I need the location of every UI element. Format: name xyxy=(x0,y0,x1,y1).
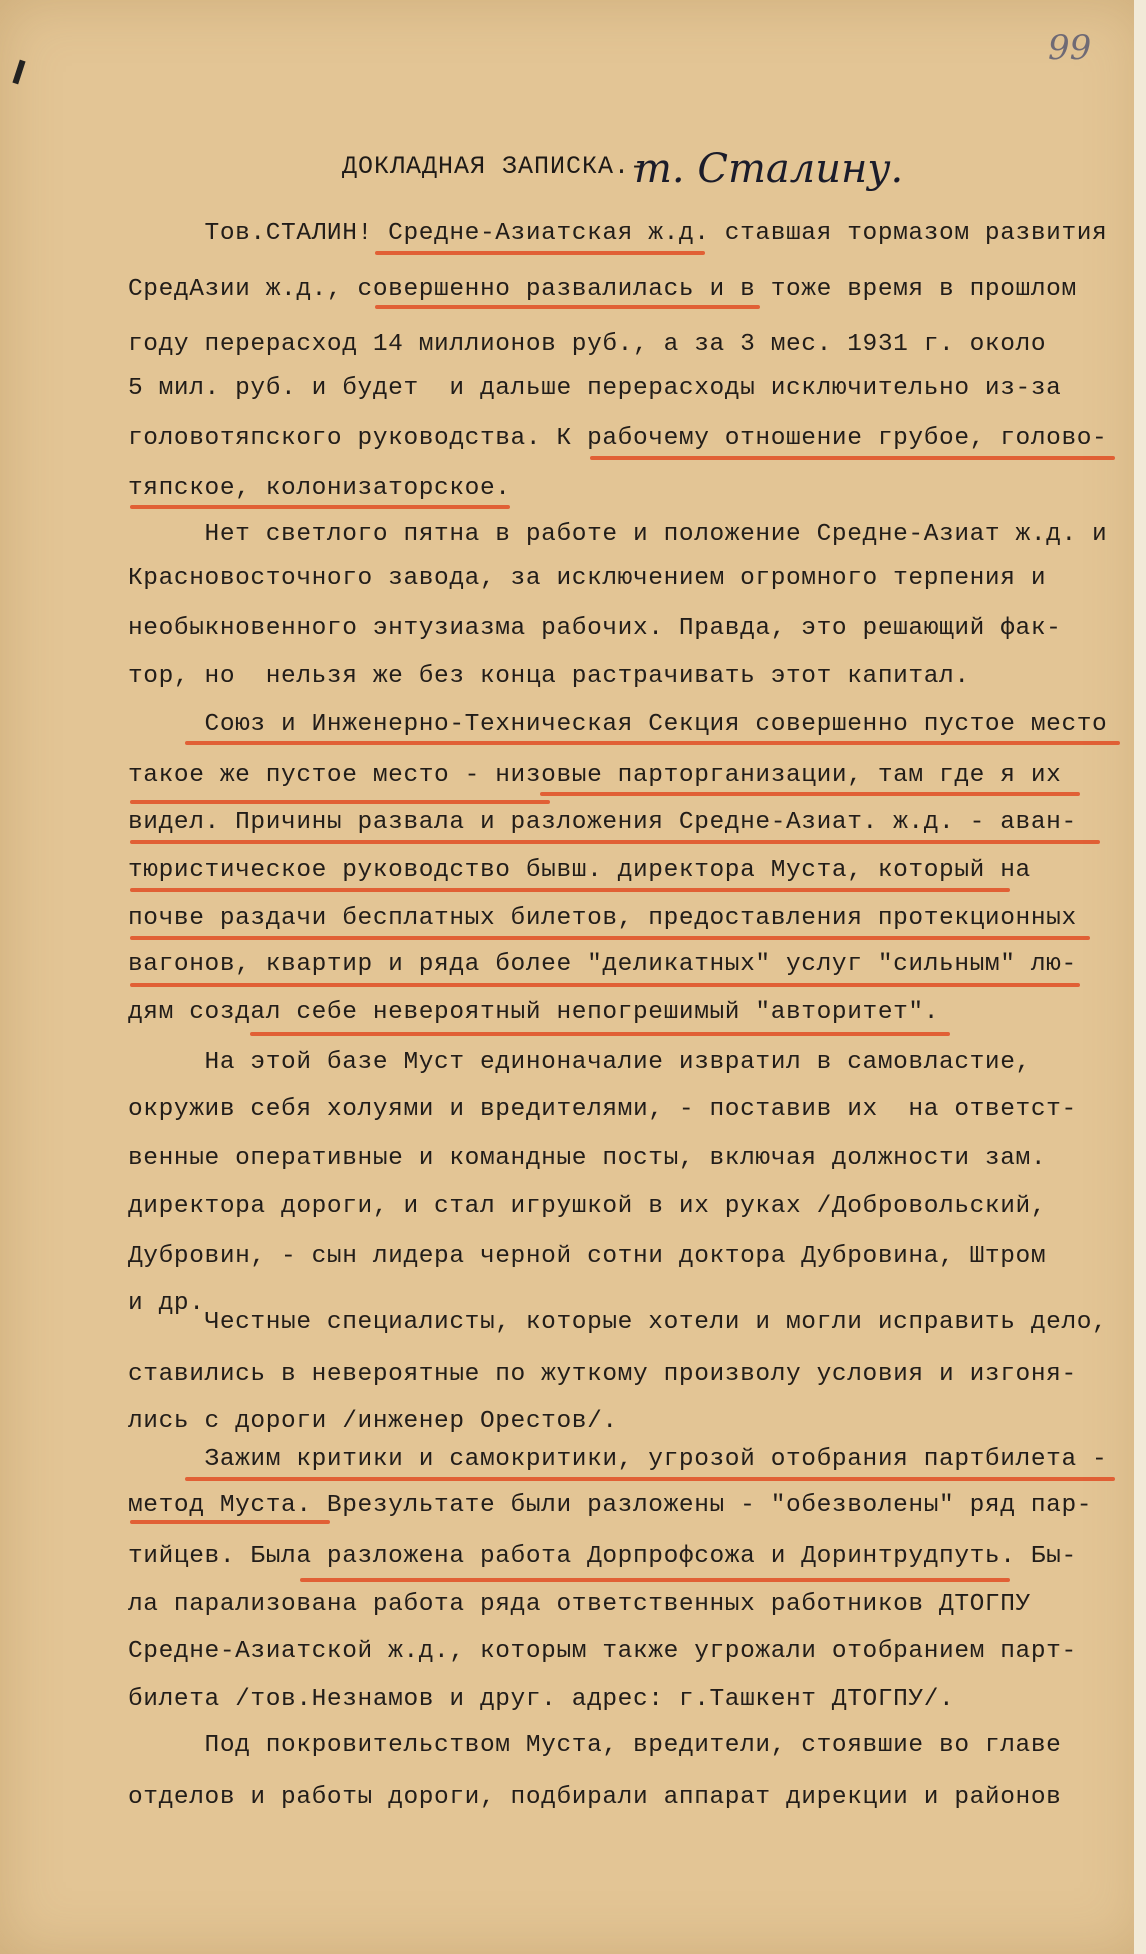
text-line: тяпское, колонизаторское. xyxy=(128,475,511,502)
pencil-underline xyxy=(130,1520,330,1524)
text-line: году перерасход 14 миллионов руб., а за 3 мес. 1931 г. около xyxy=(128,331,1047,358)
text-line: На этой базе Муст единоначалие извратил в самовластие, xyxy=(128,1049,1031,1076)
text-line: видел. Причины развала и разложения Средне-Азиат. ж.д. - аван- xyxy=(128,809,1077,836)
text-line: Красновосточного завода, за исключением огромного терпения и xyxy=(128,565,1047,592)
text-line: метод Муста. Врезультате были разложены - "обезволены" ряд пар- xyxy=(128,1492,1093,1519)
text-line: почве раздачи бесплатных билетов, предоставления протекционных xyxy=(128,905,1077,932)
pencil-underline xyxy=(375,305,760,309)
pencil-underline xyxy=(130,840,1100,844)
text-line: окружив себя холуями и вредителями, - поставив их на ответст- xyxy=(128,1096,1077,1123)
text-line: СредАзии ж.д., совершенно развалилась и в тоже время в прошлом xyxy=(128,276,1077,303)
text-line: дям создал себе невероятный непогрешимый "авторитет". xyxy=(128,999,940,1026)
pencil-underline xyxy=(185,1477,1115,1481)
text-line: головотяпского руководства. К рабочему отношение грубое, голово- xyxy=(128,425,1108,452)
text-line: Союз и Инженерно-Техническая Секция совершенно пустое место xyxy=(128,711,1108,738)
text-line: такое же пустое место - низовые парторганизации, там где я их xyxy=(128,762,1062,789)
text-line: ставились в невероятные по жуткому произволу условия и изгоня- xyxy=(128,1361,1077,1388)
text-line: Средне-Азиатской ж.д., которым также угрожали отобранием парт- xyxy=(128,1638,1077,1665)
margin-mark xyxy=(12,60,25,85)
text-line: 5 мил. руб. и будет и дальше перерасходы исключительно из-за xyxy=(128,375,1062,402)
text-line: билета /тов.Незнамов и друг. адрес: г.Ташкент ДТОГПУ/. xyxy=(128,1686,955,1713)
page-edge xyxy=(1134,0,1146,1954)
text-line: тийцев. Была разложена работа Дорпрофсожа и Доринтрудпуть. Бы- xyxy=(128,1543,1077,1570)
document-title: ДОКЛАДНАЯ ЗАПИСКА.- xyxy=(342,152,647,181)
handwritten-addressee: т. Сталину. xyxy=(634,146,904,192)
text-line: Дубровин, - сын лидера черной сотни доктора Дубровина, Штром xyxy=(128,1243,1047,1270)
page-number: 99 xyxy=(1048,28,1092,68)
pencil-underline xyxy=(130,936,1090,940)
text-line: ла парализована работа ряда ответственных работников ДТОГПУ xyxy=(128,1591,1031,1618)
text-line: необыкновенного энтузиазма рабочих. Правда, это решающий фак- xyxy=(128,615,1062,642)
pencil-underline xyxy=(300,1578,1010,1582)
text-line: венные оперативные и командные посты, включая должности зам. xyxy=(128,1145,1047,1172)
text-line: отделов и работы дороги, подбирали аппарат дирекции и районов xyxy=(128,1784,1062,1811)
text-line: тюристическое руководство бывш. директора Муста, который на xyxy=(128,857,1031,884)
text-line: тор, но нельзя же без конца растрачивать этот капитал. xyxy=(128,663,970,690)
text-line: Под покровительством Муста, вредители, стоявшие во главе xyxy=(128,1732,1062,1759)
text-line: лись с дороги /инженер Орестов/. xyxy=(128,1408,618,1435)
text-line: Нет светлого пятна в работе и положение Средне-Азиат ж.д. и xyxy=(128,521,1108,548)
pencil-underline xyxy=(540,792,1080,796)
pencil-underline xyxy=(590,456,1115,460)
text-line: и др. xyxy=(128,1290,205,1317)
text-line: Зажим критики и самокритики, угрозой отобрания партбилета - xyxy=(128,1446,1108,1473)
pencil-underline xyxy=(130,800,550,804)
text-line: вагонов, квартир и ряда более "деликатных" услуг "сильным" лю- xyxy=(128,951,1077,978)
pencil-underline xyxy=(130,505,510,509)
pencil-underline xyxy=(250,1032,950,1036)
pencil-underline xyxy=(130,983,1080,987)
pencil-underline xyxy=(375,251,705,255)
pencil-underline xyxy=(130,888,1010,892)
text-line: Тов.СТАЛИН! Средне-Азиатская ж.д. ставшая тормазом развития xyxy=(128,220,1108,247)
text-line: директора дороги, и стал игрушкой в их руках /Добровольский, xyxy=(128,1193,1047,1220)
text-line: Честные специалисты, которые хотели и могли исправить дело, xyxy=(128,1309,1108,1336)
pencil-underline xyxy=(185,741,1120,745)
